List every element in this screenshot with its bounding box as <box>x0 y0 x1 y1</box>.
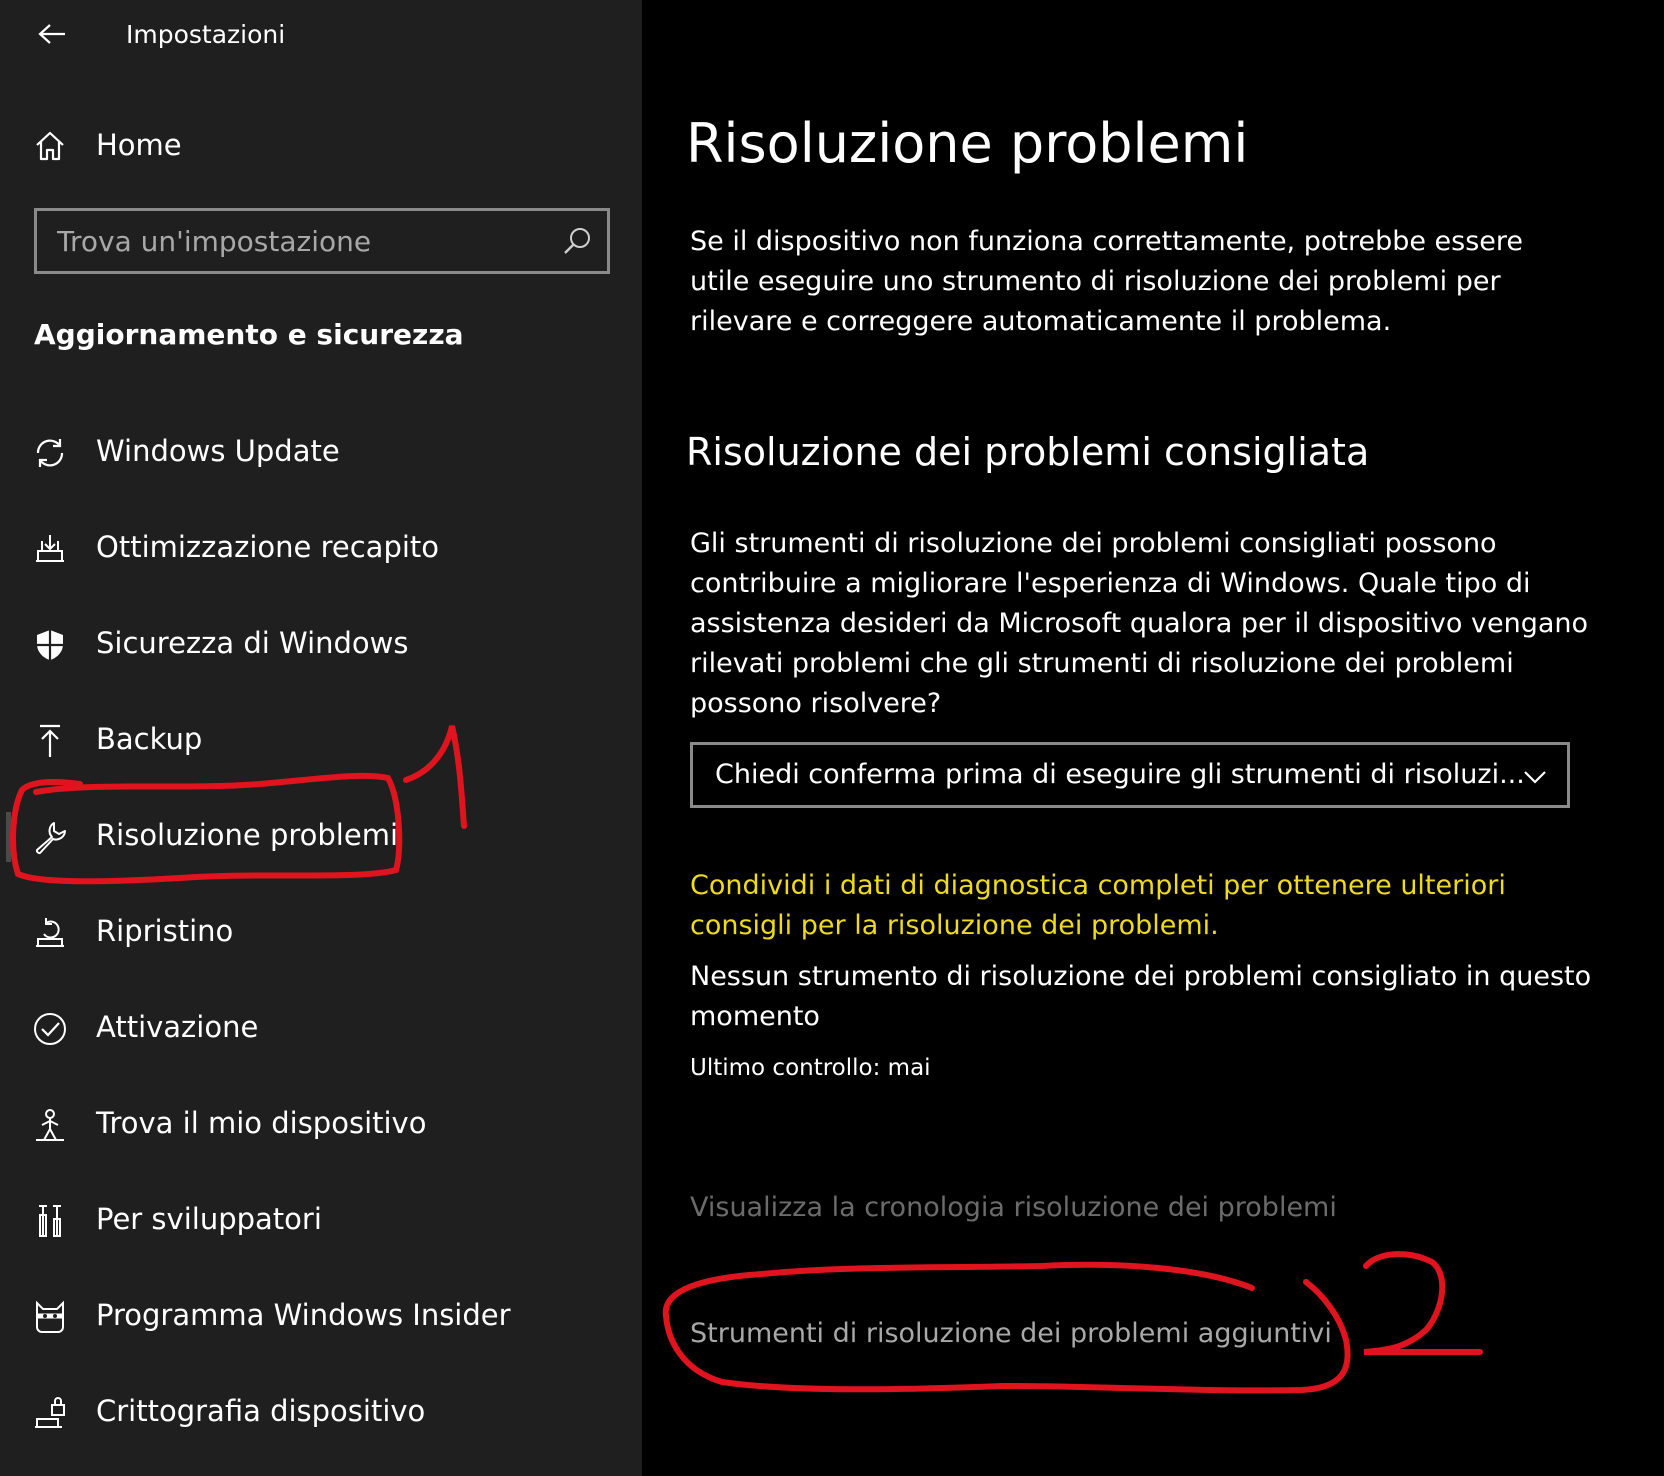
check-circle-icon <box>32 1011 68 1047</box>
page-title: Risoluzione problemi <box>686 112 1249 175</box>
sidebar-item-label: Per sviluppatori <box>96 1202 322 1236</box>
sidebar-item-label: Risoluzione problemi <box>96 818 399 852</box>
sidebar-item-backup[interactable] <box>0 706 642 776</box>
app-title: Impostazioni <box>126 20 286 49</box>
sidebar-item-label: Programma Windows Insider <box>96 1298 511 1332</box>
share-diagnostics-link[interactable]: Condividi i dati di diagnostica completi per ottenere ulteriori consigli per la risoluzione dei problemi. <box>690 870 1506 941</box>
upload-arrow-icon <box>32 723 68 759</box>
sidebar-item-label: Attivazione <box>96 1010 259 1044</box>
section-title: Aggiornamento e sicurezza <box>34 318 464 351</box>
last-check-text: Ultimo controllo: mai <box>690 1055 931 1081</box>
dropdown-selected-value: Chiedi conferma prima di eseguire gli strumenti di risoluzi... <box>715 759 1525 790</box>
recovery-icon <box>32 915 68 951</box>
view-history-link[interactable]: Visualizza la cronologia risoluzione dei problemi <box>690 1192 1337 1223</box>
additional-troubleshooters-link[interactable]: Strumenti di risoluzione dei problemi aggiuntivi <box>690 1318 1332 1349</box>
developer-tools-icon <box>32 1203 68 1239</box>
sidebar-item-windows-update[interactable] <box>0 418 642 488</box>
sidebar-item-label: Crittografia dispositivo <box>96 1394 426 1428</box>
back-button[interactable] <box>32 14 72 54</box>
sidebar-item-label: Windows Update <box>96 434 340 468</box>
no-recommendations-text: Nessun strumento di risoluzione dei problemi consigliato in questo momento <box>690 961 1592 1032</box>
recommended-heading: Risoluzione dei problemi consigliata <box>686 430 1370 474</box>
sidebar-item-developers[interactable] <box>0 1186 642 1256</box>
sidebar-item-label: Backup <box>96 722 203 756</box>
sidebar-item-activation[interactable] <box>0 994 642 1064</box>
active-indicator <box>6 812 11 862</box>
insider-ninja-cat-icon <box>32 1299 68 1335</box>
title-bar <box>0 0 642 70</box>
sidebar-item-troubleshoot[interactable] <box>0 802 642 872</box>
refresh-icon <box>32 435 68 471</box>
search-box[interactable] <box>34 208 610 274</box>
sidebar-item-label: Trova il mio dispositivo <box>96 1106 427 1140</box>
sidebar-item-label: Ottimizzazione recapito <box>96 530 440 564</box>
home-nav-item[interactable] <box>0 118 642 174</box>
recommended-description: Gli strumenti di risoluzione dei problemi consigliati possono contribuire a migliorare l'esperienza di Windows. Quale tipo di assistenza desideri da Microsoft qualora per il dispositivo vengano rilevati problemi che gli strumenti di risoluzione dei problemi possono risolvere? <box>690 528 1589 719</box>
troubleshoot-preference-dropdown[interactable] <box>690 742 1570 808</box>
chevron-down-icon <box>1521 763 1549 791</box>
sidebar-item-find-my-device[interactable] <box>0 1090 642 1160</box>
home-icon <box>32 128 68 164</box>
sidebar-item-label: Sicurezza di Windows <box>96 626 409 660</box>
locate-person-icon <box>32 1107 68 1143</box>
sidebar <box>0 0 642 1476</box>
annotation-number-2 <box>1364 1254 1480 1352</box>
sidebar-item-label: Ripristino <box>96 914 234 948</box>
back-arrow-icon <box>37 22 67 46</box>
sidebar-item-windows-insider[interactable] <box>0 1282 642 1352</box>
sidebar-item-recovery[interactable] <box>0 898 642 968</box>
sidebar-item-delivery-optimization[interactable] <box>0 514 642 584</box>
sidebar-item-device-encryption[interactable] <box>0 1378 642 1448</box>
main-content <box>642 0 1664 1476</box>
search-icon[interactable] <box>561 225 593 257</box>
search-input[interactable] <box>37 211 557 271</box>
home-label: Home <box>96 128 182 162</box>
delivery-optimization-icon <box>32 531 68 567</box>
device-encryption-icon <box>32 1395 68 1431</box>
intro-text: Se il dispositivo non funziona correttamente, potrebbe essere utile eseguire uno strumento di risoluzione dei problemi per rilevare e correggere automaticamente il problema. <box>690 226 1524 337</box>
sidebar-item-windows-security[interactable] <box>0 610 642 680</box>
wrench-icon <box>32 819 68 855</box>
shield-icon <box>32 627 68 663</box>
